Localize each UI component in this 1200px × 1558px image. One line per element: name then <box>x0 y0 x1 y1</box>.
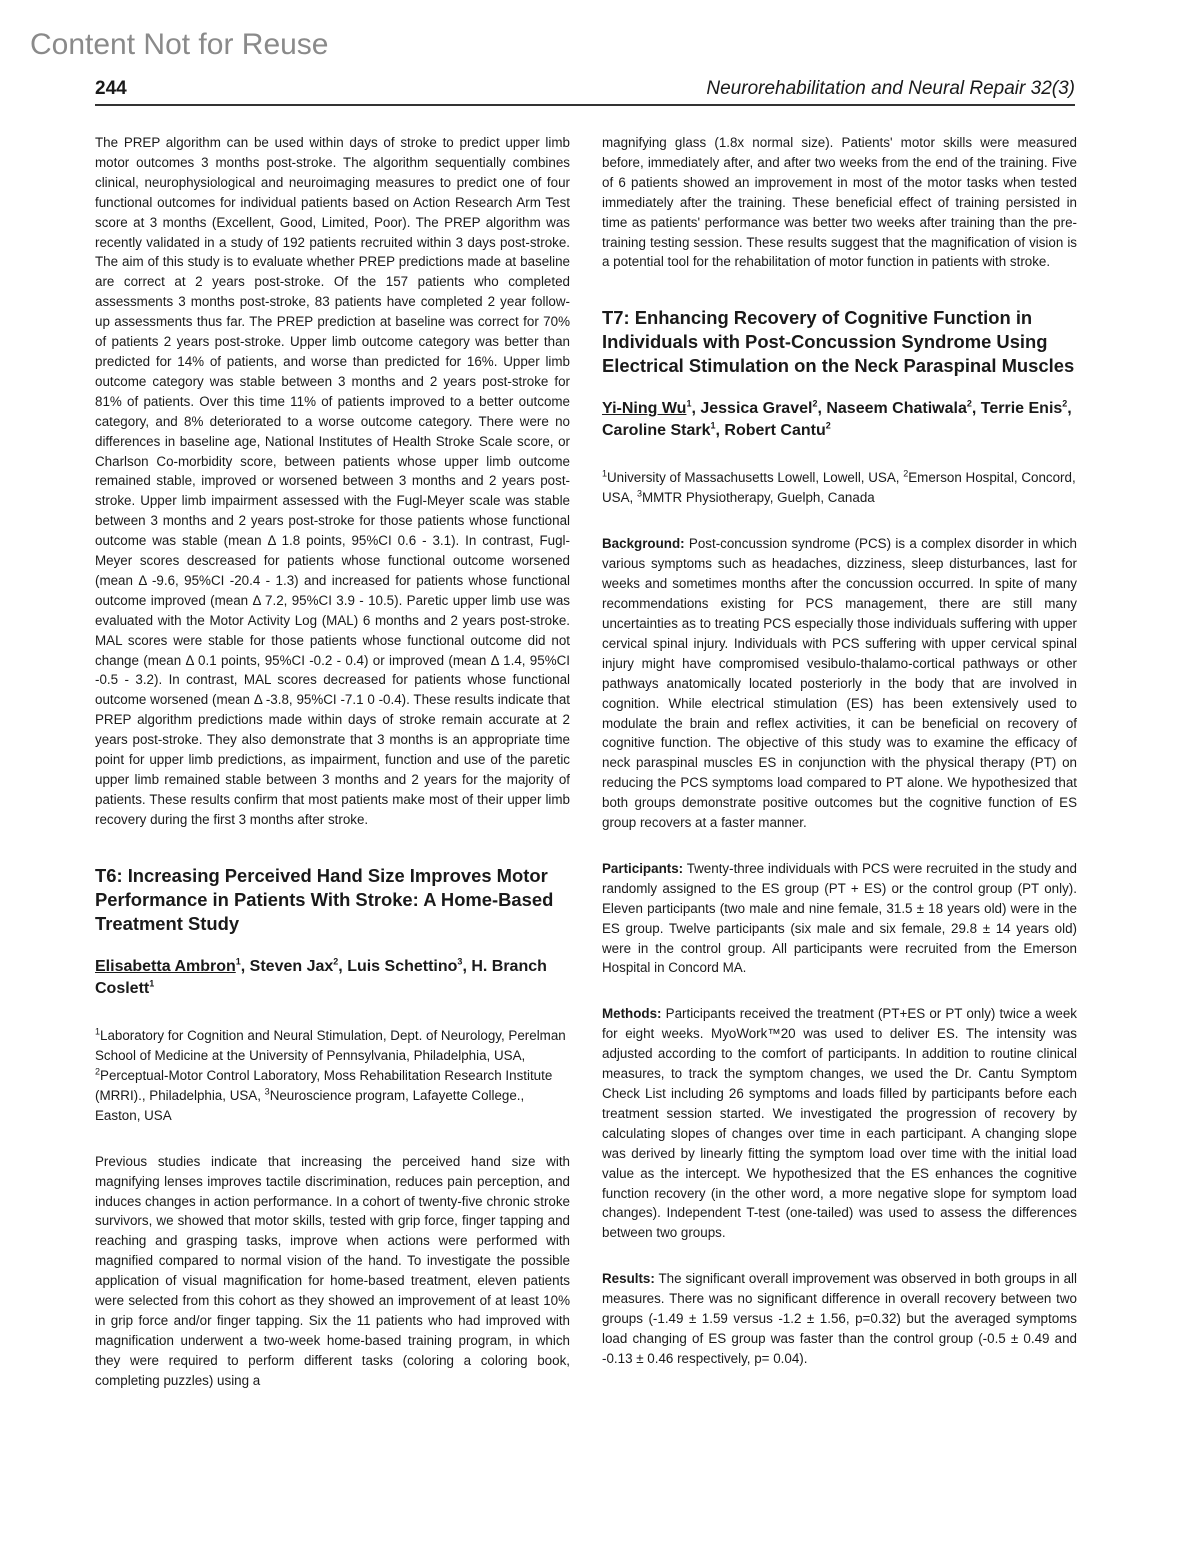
author: , Caroline Stark <box>602 400 1072 440</box>
t7-methods <box>602 1004 1077 1243</box>
affiliation: Perceptual-Motor Control Laboratory, Moss Rehabilitation Research Institute (MRRI)., Philadelphia, USA, <box>95 1067 553 1103</box>
running-header <box>95 78 1075 106</box>
presenting-author: Yi-Ning Wu <box>602 400 687 418</box>
author: , Luis Schettino <box>338 957 458 975</box>
author: , Naseem Chatiwala <box>817 400 967 418</box>
section-text: Participants received the treatment (PT+ES or PT only) twice a week for eight weeks. MyoWork™20 was used to deliver ES. The intensity was adjusted according to the comfort of participants. In addition to routine clinical measures, to track the symptom changes, we used the Dr. Cantu Symptom Check List including 26 symptoms and loads filled by participants before each treatment session started. We investigated the progression of recovery by calculating slopes of changes over time in each participant. A changing slope was derived by linearly fitting the symptom load over time with the initial load value as the intercept. We hypothesized that the ES enhances the cognitive function recovery (in the other word, a more negative slope for symptom load changes). Independent T-test (one-tailed) was used to assess the differences between two groups. <box>602 1006 1077 1241</box>
right-column <box>602 133 1077 1369</box>
section-label: Participants: <box>602 860 684 876</box>
t6-abstract-continued: magnifying glass (1.8x normal size). Patients' motor skills were measured before, immediately after, and after two weeks from the end of the training. Five of 6 patients showed an improvement in most of the motor tasks when tested immediately after the training. These beneficial effect of training persisted in time as patients' performance was better two weeks after training than the pre-training testing session. These results suggest that the magnification of vision is a potential tool for the rehabilitation of motor function in patients with stroke. <box>602 135 1077 270</box>
author-sup: 3 <box>457 956 463 967</box>
author-sup: 1 <box>235 956 241 967</box>
author-sup: 2 <box>966 399 972 410</box>
author: , Steven Jax <box>240 957 334 975</box>
author-sup: 1 <box>686 399 692 410</box>
t7-affiliations <box>602 468 1077 508</box>
affiliation: University of Massachusetts Lowell, Lowell, USA, <box>607 470 904 486</box>
author-sup: 2 <box>333 956 339 967</box>
affil-sup: 2 <box>95 1066 101 1077</box>
section-text: Twenty-three individuals with PCS were recruited in the study and randomly assigned to the ES group (PT + ES) or the control group (PT only). Eleven participants (two male and nine female, 31.5 ± 18 years old) were in the ES group. Twelve participants (six male and six female, 29.8 ± 14 years old) were in the control group. All participants were recruited from the Emerson Hospital in Concord MA. <box>602 860 1077 976</box>
t7-title: T7: Enhancing Recovery of Cognitive Function in Individuals with Post-Concussion Syndrome Using Electrical Stimulation on the Neck Paraspinal Muscles <box>602 307 1075 377</box>
author: , H. Branch Coslett <box>95 957 547 997</box>
author-sup: 2 <box>812 399 818 410</box>
t7-participants <box>602 859 1077 978</box>
presenting-author: Elisabetta Ambron <box>95 957 236 975</box>
section-label: Methods: <box>602 1006 662 1022</box>
t6-authors <box>95 956 570 1000</box>
section-text: Post-concussion syndrome (PCS) is a complex disorder in which various symptoms such as headaches, dizziness, sleep disturbances, last for weeks and sometimes months after the concussion occurred. In spite of many recommendations existing for PCS management, there are still many uncertainties as to treating PCS especially those individuals suffering with upper cervical spinal injury. Individuals with PCS suffering with upper cervical spinal injury might have compromised vesibulo-thalamo-cortical pathways or other pathways anatomically located posteriorly in the body that are involved in cognition. While electrical stimulation (ES) has been extensively used to modulate the brain and reflex activities, it can be beneficial on recovery of cognitive function. The objective of this study was to examine the efficacy of neck paraspinal muscles ES in conjunction with the physical therapy (PT) on reducing the PCS symptoms load compared to PT alone. We hypothesized that both groups demonstrate positive outcomes but the cognitive function of ES group recovers at a faster manner. <box>602 536 1077 831</box>
section-text: The significant overall improvement was observed in both groups in all measures. There was no significant difference in overall recovery between two groups (-1.49 ± 1.59 versus -1.2 ± 1.56, p=0.32) but the averaged symptoms load changing of ES group was faster than the control group (-0.5 ± 0.49 and -0.13 ± 0.46 respectively, p= 0.04). <box>602 1271 1077 1366</box>
affiliation: Laboratory for Cognition and Neural Stimulation, Dept. of Neurology, Perelman School of Medicine at the University of Pennsylvania, Philadelphia, USA, <box>95 1027 566 1063</box>
t7-results <box>602 1269 1077 1369</box>
t6-title: T6: Increasing Perceived Hand Size Improves Motor Performance in Patients With Stroke: A Home-Based Treatment Study <box>95 864 554 934</box>
watermark: Content Not for Reuse <box>30 28 329 61</box>
t7-background <box>602 534 1077 833</box>
affil-sup: 1 <box>602 468 608 479</box>
author-sup: 1 <box>710 421 716 432</box>
author: , Robert Cantu <box>715 422 826 440</box>
author-sup: 1 <box>149 978 155 989</box>
journal-title: Neurorehabilitation and Neural Repair 32(3) <box>706 78 1075 99</box>
t7-authors <box>602 398 1077 442</box>
affiliation: MMTR Physiotherapy, Guelph, Canada <box>642 490 875 506</box>
t6-abstract-body: Previous studies indicate that increasing the perceived hand size with magnifying lenses improves tactile discrimination, reduces pain perception, and induces changes in action performance. In a cohort of twenty-five chronic stroke survivors, we showed that motor skills, tested with grip force, finger tapping and reaching and grasping tasks, improve when actions were performed with magnified compared to normal vision of the hand. To investigate the possible application of visual magnification for home-based treatment, eleven patients were selected from this cohort as they showed an improvement of at least 10% in grip force and/or finger tapping. Six the 11 patients who had improved with magnification underwent a two-week home-based training program, in which they were required to perform different tasks (coloring a coloring book, completing puzzles) using a <box>95 1153 570 1388</box>
affil-sup: 2 <box>903 468 909 479</box>
author-sup: 2 <box>825 421 831 432</box>
page-number: 244 <box>95 78 127 99</box>
section-label: Results: <box>602 1271 655 1287</box>
section-label: Background: <box>602 536 685 552</box>
affil-sup: 1 <box>95 1026 101 1037</box>
affil-sup: 3 <box>264 1086 270 1097</box>
t6-affiliations <box>95 1026 570 1126</box>
prep-abstract-body: The PREP algorithm can be used within days of stroke to predict upper limb motor outcomes 3 months post-stroke. The algorithm sequentially combines clinical, neurophysiological and neuroimaging measures to predict one of four functional outcomes for individual patients based on Action Research Arm Test score at 3 months (Excellent, Good, Limited, Poor). The PREP algorithm was recently validated in a study of 192 patients recruited within 3 days post-stroke. The aim of this study is to evaluate whether PREP predictions made at baseline are correct at 2 years post-stroke. Of the 157 patients who completed assessments 3 months post-stroke, 83 patients have completed 2 year follow-up assessments thus far. The PREP prediction at baseline was correct for 70% of patients 2 years post-stroke. Upper limb outcome category was better than predicted for 14% of patients, and worse than predicted for 16%. Upper limb outcome category was stable between 3 months and 2 years post-stroke for 81% of patients. Over this time 11% of patients improved to a better outcome category, and 8% deteriorated to a worse outcome category. There were no differences in baseline age, National Institutes of Health Stroke Scale score, or Charlson Co-morbidity score, between patients whose upper limb outcome remained stable, improved or worsened between 3 months and 2 years post-stroke. Upper limb impairment assessed with the Fugl-Meyer scale was stable between 3 months and 2 years post-stroke for those patients whose functional outcome was stable (mean Δ 1.8 points, 95%CI 0.6 - 3.1). In contrast, Fugl-Meyer scores descreased for patients whose functional outcome worsened (mean Δ -9.6, 95%CI -20.4 - 1.3) and increased for patients whose functional outcome improved (mean Δ 7.2, 95%CI 3.9 - 10.5). Paretic upper limb use was evaluated with the Motor Activity Log (MAL) 6 months and 2 years post-stroke. MAL scores were stable for those patients whose functional outcome did not change (mean Δ 0.1 points, 95%CI -0.2 - 0.4) or improved (mean Δ 1.4, 95%CI -0.5 - 3.2). In contrast, MAL scores decreased for patients whose functional outcome worsened (mean Δ -3.8, 95%CI -7.1 0 -0.4). These results indicate that PREP algorithm predictions made within days of stroke remain accurate at 2 years post-stroke. They also demonstrate that 3 months is an appropriate time point for upper limb predictions, as impairment, function and use of the paretic upper limb remained stable between 3 months and 2 years for the majority of patients. These results confirm that most patients make most of their upper limb recovery during the first 3 months after stroke. <box>95 135 570 827</box>
author-sup: 2 <box>1062 399 1068 410</box>
author: , Jessica Gravel <box>691 400 813 418</box>
left-column <box>95 133 570 1391</box>
affiliation: Emerson Hospital, Concord, USA, <box>602 470 1076 506</box>
author: , Terrie Enis <box>971 400 1063 418</box>
affil-sup: 3 <box>636 488 642 499</box>
affiliation: Neuroscience program, Lafayette College., Easton, USA <box>95 1087 525 1123</box>
